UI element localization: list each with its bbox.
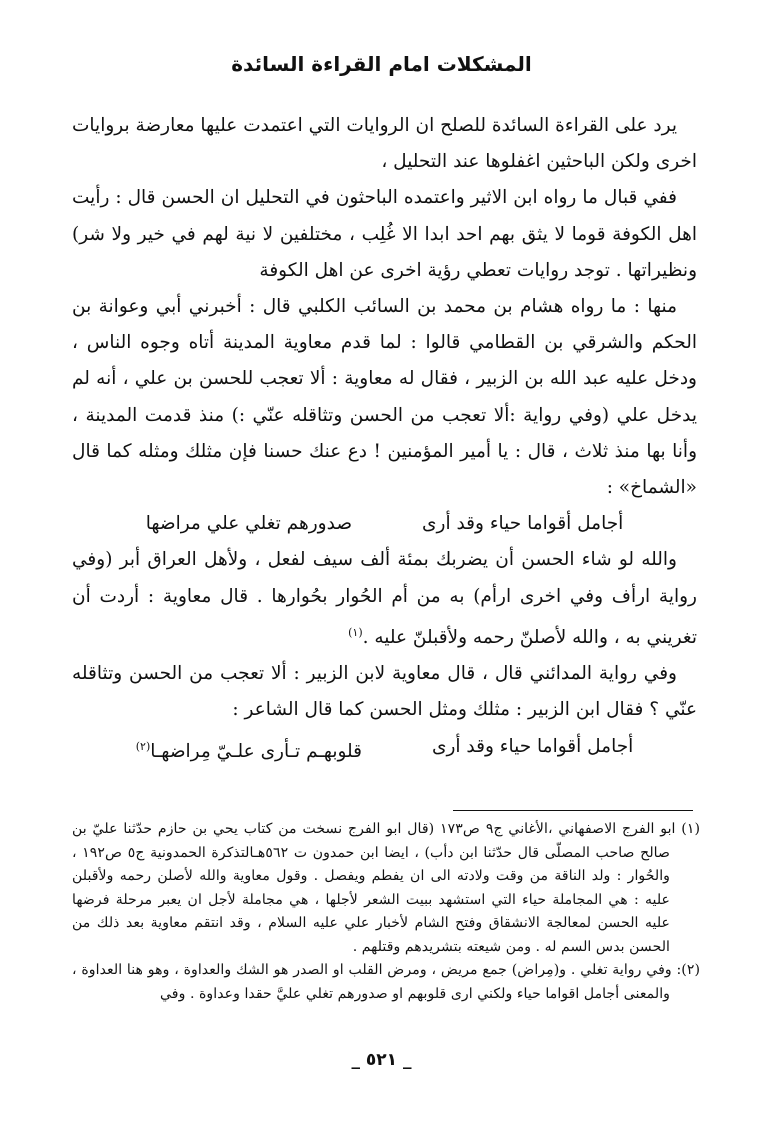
paragraph-4 (72, 542, 697, 656)
paragraph-2: ففي قبال ما رواه ابن الاثير واعتمده الباحثون في التحليل ان الحسن قال : رأيت اهل الكوفة قوما لا يثق بهم احد ابدا الا غُلِب ، مختلفين لا نية لهم في خير ولا شر) ونظيراتها . توجد روايات تعطي رؤية اخرى عن اهل الكوفة (72, 187, 697, 281)
footnote-divider (453, 810, 693, 811)
page-number: _ ٥٢١ _ (351, 1050, 412, 1070)
verse-1-second-hemistich: صدورهم تغلي علي مراضها (145, 513, 353, 535)
verse-2-second-text: قلوبهـم تـأرى علـيّ مِراضهـا (150, 740, 362, 762)
paragraph-4-text: والله لو شاء الحسن أن يضربك بمئة ألف سيف لفعل ، ولأهل العراق أبر (وفي رواية ارأف وفي اخرى ارأم) به من أم الحُوار بحُوارها . قال معاوية : أردت أن تغريني به ، والله لأصلنّ رحمه ولأقبلنّ عليه . (72, 549, 697, 648)
verse-2-second-hemistich (136, 729, 362, 770)
main-text (72, 108, 697, 770)
verse-2 (72, 729, 697, 770)
paragraph-1: يرد على القراءة السائدة للصلح ان الروايات التي اعتمدت عليها معارضة بروايات اخرى ولكن الباحثين اغفلوها عند التحليل ، (72, 115, 697, 173)
footnote-ref-1[interactable]: (١) (348, 625, 363, 639)
paragraph-5: وفي رواية المدائني قال ، قال معاوية لابن الزبير : ألا تعجب من الحسن وتثاقله عنّي ؟ فقال ابن الزبير : مثلك ومثل الحسن كما قال الشاعر : (72, 663, 697, 721)
verse-1-first-hemistich: أجامل أقواما حياء وقد أرى (422, 513, 624, 535)
footnote-ref-2[interactable]: (٢) (135, 739, 151, 753)
footnotes (72, 818, 700, 1006)
verse-2-first-hemistich: أجامل أقواما حياء وقد أرى (432, 735, 634, 757)
paragraph-3: منها : ما رواه هشام بن محمد بن السائب الكلبي قال : أخبرني أبي وعوانة بن الحكم والشرقي بن القطامي قالوا : لما قدم معاوية المدينة أتاه وجوه الناس ، ودخل عليه عبد الله بن الزبير ، فقال له معاوية : ألا تعجب للحسن بن علي ، أنه لم يدخل علي (وفي رواية :ألا تعجب من الحسن وتثاقله عنّي :) منذ قدمت المدينة ، وأنا بها منذ ثلاث ، قال : يا أمير المؤمنين ! دع عنك حسنا فإن مثلك ومثله كما قال «الشماخ» : (72, 296, 697, 499)
footnote-2: (٢): وفي رواية تغلي . و(مِراض) جمع مريض ، ومرض القلب او الصدر هو الشك والعداوة ، وهو هنا العداوة ، والمعنى أجامل اقواما حياء ولكني ارى قلوبهم او صدورهم تغلي عليَّ حقدا وعداوة . وفي (72, 962, 700, 1002)
footnote-1: (١) ابو الفرج الاصفهاني ،الأغاني ج٩ ص١٧٣ (قال ابو الفرج نسخت من كتاب يحي بن حازم حدّثنا عليّ بن صالح صاحب المصلّى قال حدّثنا ابن دأب) ، ايضا ابن حمدون ت ٥٦٢هـالتذكرة الحمدونية ج٥ ص١٩٢ ، والحُوار : ولد الناقة من وقت ولادته الى ان يفطم ويفصل . وقول معاوية والله لأصلن رحمه ولأقبلن عليه : هي المجاملة حياء التي استشهد ببيت الشعر لأجلها ، هي مجاملة لأجل ان يعبر مرحلة فرضها عليه الحسن لمعالجة الانشقاق وفتح الشام لأخبار علي عليه السلام ، وقد انتقم معاوية بعد ذلك من الحسن بدس السم له . ومن شيعته بتشريدهم وقتلهم . (72, 821, 700, 955)
page-title: المشكلات امام القراءة السائدة (231, 52, 532, 76)
verse-1 (72, 506, 697, 542)
